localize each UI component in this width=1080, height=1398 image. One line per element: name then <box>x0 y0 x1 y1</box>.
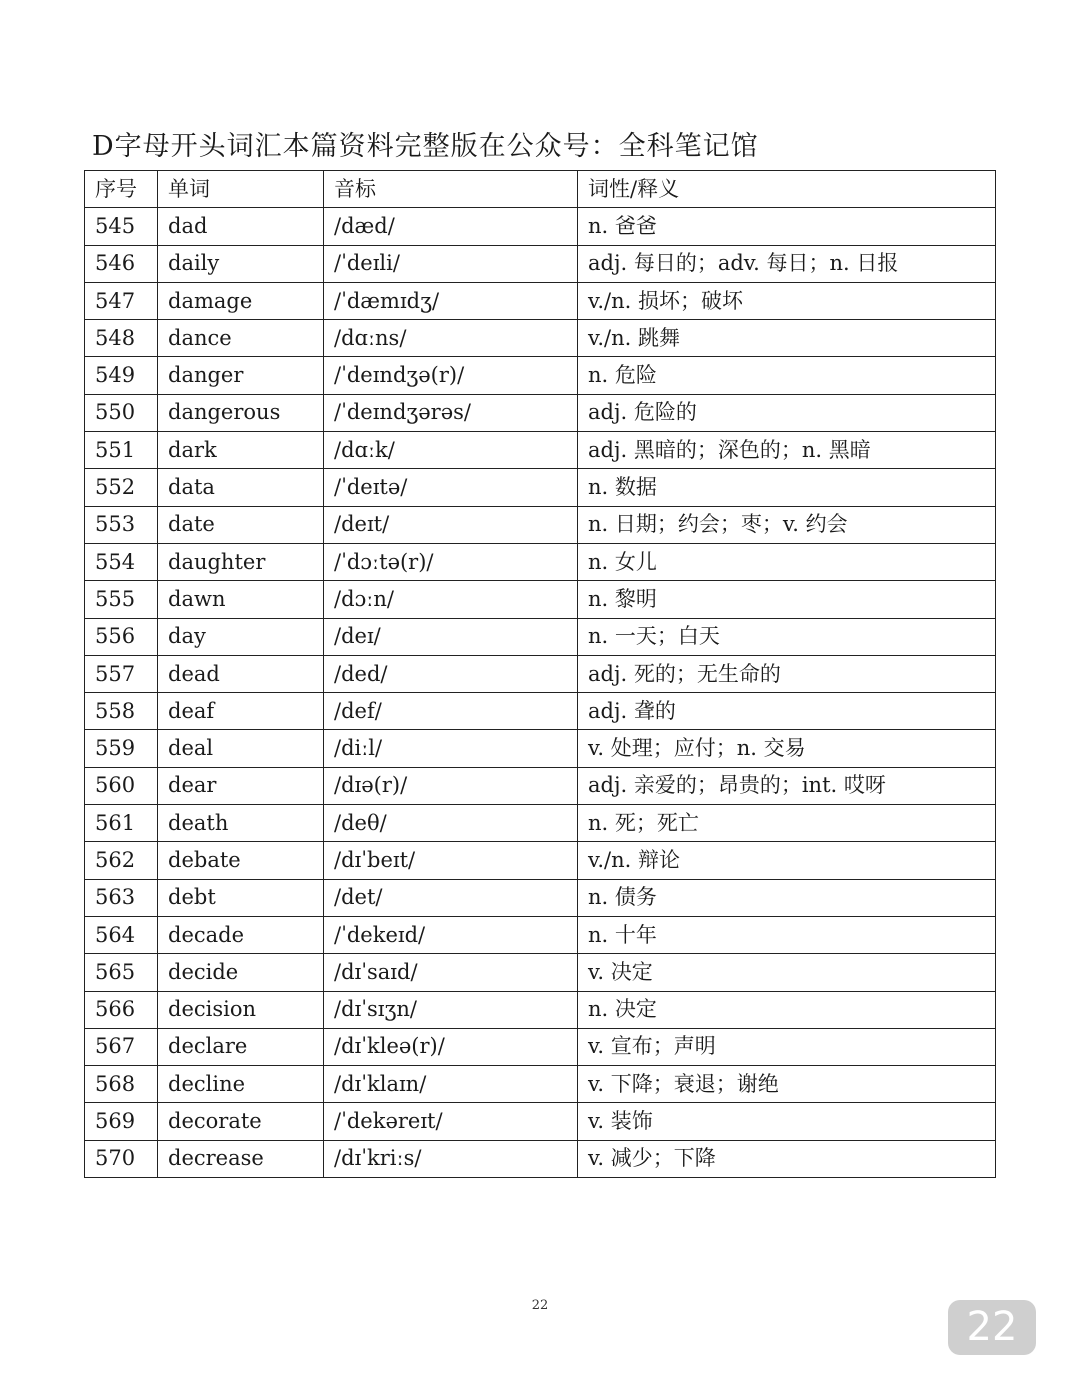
row-phonetic: /dɪˈsɪʒn/ <box>324 991 578 1028</box>
row-number: 556 <box>85 618 158 655</box>
table-header-row <box>85 171 996 208</box>
row-number: 557 <box>85 655 158 692</box>
row-definition: v./n. 损坏；破坏 <box>578 282 996 319</box>
header-word: 单词 <box>158 171 324 208</box>
row-word: date <box>158 506 324 543</box>
row-phonetic: /deɪ/ <box>324 618 578 655</box>
row-word: death <box>158 805 324 842</box>
table-row <box>85 954 996 991</box>
row-number: 563 <box>85 879 158 916</box>
table-row <box>85 730 996 767</box>
row-definition: n. 一天；白天 <box>578 618 996 655</box>
row-phonetic: /det/ <box>324 879 578 916</box>
table-row <box>85 320 996 357</box>
row-definition: adj. 危险的 <box>578 394 996 431</box>
row-number: 558 <box>85 693 158 730</box>
row-number: 548 <box>85 320 158 357</box>
row-phonetic: /diːl/ <box>324 730 578 767</box>
row-phonetic: /dɔːn/ <box>324 581 578 618</box>
row-definition: v. 处理；应付；n. 交易 <box>578 730 996 767</box>
row-number: 568 <box>85 1066 158 1103</box>
table-row <box>85 1103 996 1140</box>
row-word: decorate <box>158 1103 324 1140</box>
row-word: decrease <box>158 1140 324 1177</box>
row-phonetic: /ˈdekeɪd/ <box>324 916 578 953</box>
row-definition: n. 十年 <box>578 916 996 953</box>
row-phonetic: /dɪˈkriːs/ <box>324 1140 578 1177</box>
row-definition: adj. 亲爱的；昂贵的；int. 哎呀 <box>578 767 996 804</box>
header-definition: 词性/释义 <box>578 171 996 208</box>
row-word: dance <box>158 320 324 357</box>
row-number: 551 <box>85 432 158 469</box>
row-phonetic: /dɑːns/ <box>324 320 578 357</box>
row-word: deaf <box>158 693 324 730</box>
row-number: 559 <box>85 730 158 767</box>
row-phonetic: /dɪˈklaɪn/ <box>324 1066 578 1103</box>
row-definition: v. 装饰 <box>578 1103 996 1140</box>
row-phonetic: /deɪt/ <box>324 506 578 543</box>
row-word: decline <box>158 1066 324 1103</box>
row-phonetic: /ˈdeɪtə/ <box>324 469 578 506</box>
row-number: 545 <box>85 208 158 245</box>
table-row <box>85 432 996 469</box>
table-row <box>85 245 996 282</box>
row-phonetic: /ˈdeɪli/ <box>324 245 578 282</box>
row-definition: v./n. 辩论 <box>578 842 996 879</box>
row-word: decide <box>158 954 324 991</box>
row-phonetic: /deθ/ <box>324 805 578 842</box>
row-word: daughter <box>158 543 324 580</box>
row-word: deal <box>158 730 324 767</box>
row-number: 555 <box>85 581 158 618</box>
table-row <box>85 282 996 319</box>
row-word: damage <box>158 282 324 319</box>
row-number: 566 <box>85 991 158 1028</box>
row-phonetic: /dæd/ <box>324 208 578 245</box>
row-phonetic: /ˈdɔːtə(r)/ <box>324 543 578 580</box>
table-row <box>85 543 996 580</box>
table-row <box>85 469 996 506</box>
row-word: day <box>158 618 324 655</box>
row-phonetic: /dɪə(r)/ <box>324 767 578 804</box>
row-word: dear <box>158 767 324 804</box>
row-definition: adj. 死的；无生命的 <box>578 655 996 692</box>
row-phonetic: /dɑːk/ <box>324 432 578 469</box>
row-number: 546 <box>85 245 158 282</box>
table-row <box>85 208 996 245</box>
row-definition: n. 决定 <box>578 991 996 1028</box>
row-phonetic: /dɪˈkleə(r)/ <box>324 1028 578 1065</box>
table-row <box>85 1066 996 1103</box>
table-row <box>85 506 996 543</box>
page-title: D字母开头词汇本篇资料完整版在公众号：全科笔记馆 <box>92 131 759 162</box>
table-row <box>85 357 996 394</box>
row-word: dark <box>158 432 324 469</box>
row-number: 554 <box>85 543 158 580</box>
row-word: data <box>158 469 324 506</box>
table-row <box>85 916 996 953</box>
row-number: 570 <box>85 1140 158 1177</box>
row-phonetic: /ˈdeɪndʒə(r)/ <box>324 357 578 394</box>
row-phonetic: /dɪˈsaɪd/ <box>324 954 578 991</box>
row-number: 564 <box>85 916 158 953</box>
table-row <box>85 767 996 804</box>
table-row <box>85 991 996 1028</box>
row-word: danger <box>158 357 324 394</box>
row-word: daily <box>158 245 324 282</box>
row-number: 567 <box>85 1028 158 1065</box>
row-word: dad <box>158 208 324 245</box>
row-number: 553 <box>85 506 158 543</box>
header-number: 序号 <box>85 171 158 208</box>
row-number: 550 <box>85 394 158 431</box>
row-word: dead <box>158 655 324 692</box>
row-number: 547 <box>85 282 158 319</box>
row-word: declare <box>158 1028 324 1065</box>
row-phonetic: /ˈdæmɪdʒ/ <box>324 282 578 319</box>
table-row <box>85 842 996 879</box>
row-word: decision <box>158 991 324 1028</box>
row-word: dawn <box>158 581 324 618</box>
row-phonetic: /ded/ <box>324 655 578 692</box>
row-definition: n. 危险 <box>578 357 996 394</box>
row-definition: n. 女儿 <box>578 543 996 580</box>
row-definition: adj. 每日的；adv. 每日；n. 日报 <box>578 245 996 282</box>
row-definition: v./n. 跳舞 <box>578 320 996 357</box>
row-number: 560 <box>85 767 158 804</box>
row-definition: adj. 黑暗的；深色的；n. 黑暗 <box>578 432 996 469</box>
row-number: 549 <box>85 357 158 394</box>
row-definition: v. 决定 <box>578 954 996 991</box>
page-number: 22 <box>531 1298 549 1313</box>
row-word: debt <box>158 879 324 916</box>
table-row <box>85 1028 996 1065</box>
row-number: 562 <box>85 842 158 879</box>
row-phonetic: /ˈdekəreɪt/ <box>324 1103 578 1140</box>
row-definition: n. 死；死亡 <box>578 805 996 842</box>
table-row <box>85 618 996 655</box>
row-definition: v. 下降；衰退；谢绝 <box>578 1066 996 1103</box>
row-definition: n. 债务 <box>578 879 996 916</box>
page-badge: 22 <box>948 1300 1036 1355</box>
row-definition: n. 爸爸 <box>578 208 996 245</box>
row-definition: n. 数据 <box>578 469 996 506</box>
table-row <box>85 693 996 730</box>
row-definition: v. 宣布；声明 <box>578 1028 996 1065</box>
row-number: 565 <box>85 954 158 991</box>
table-row <box>85 581 996 618</box>
table-row <box>85 1140 996 1177</box>
header-phonetic: 音标 <box>324 171 578 208</box>
row-number: 569 <box>85 1103 158 1140</box>
table-row <box>85 655 996 692</box>
row-phonetic: /dɪˈbeɪt/ <box>324 842 578 879</box>
row-definition: n. 日期；约会；枣；v. 约会 <box>578 506 996 543</box>
table-row <box>85 805 996 842</box>
row-definition: v. 减少；下降 <box>578 1140 996 1177</box>
row-word: debate <box>158 842 324 879</box>
table-row <box>85 394 996 431</box>
row-number: 561 <box>85 805 158 842</box>
row-phonetic: /ˈdeɪndʒərəs/ <box>324 394 578 431</box>
table-row <box>85 879 996 916</box>
vocabulary-table <box>84 170 996 1178</box>
row-phonetic: /def/ <box>324 693 578 730</box>
row-word: decade <box>158 916 324 953</box>
row-word: dangerous <box>158 394 324 431</box>
row-definition: n. 黎明 <box>578 581 996 618</box>
row-number: 552 <box>85 469 158 506</box>
row-definition: adj. 聋的 <box>578 693 996 730</box>
